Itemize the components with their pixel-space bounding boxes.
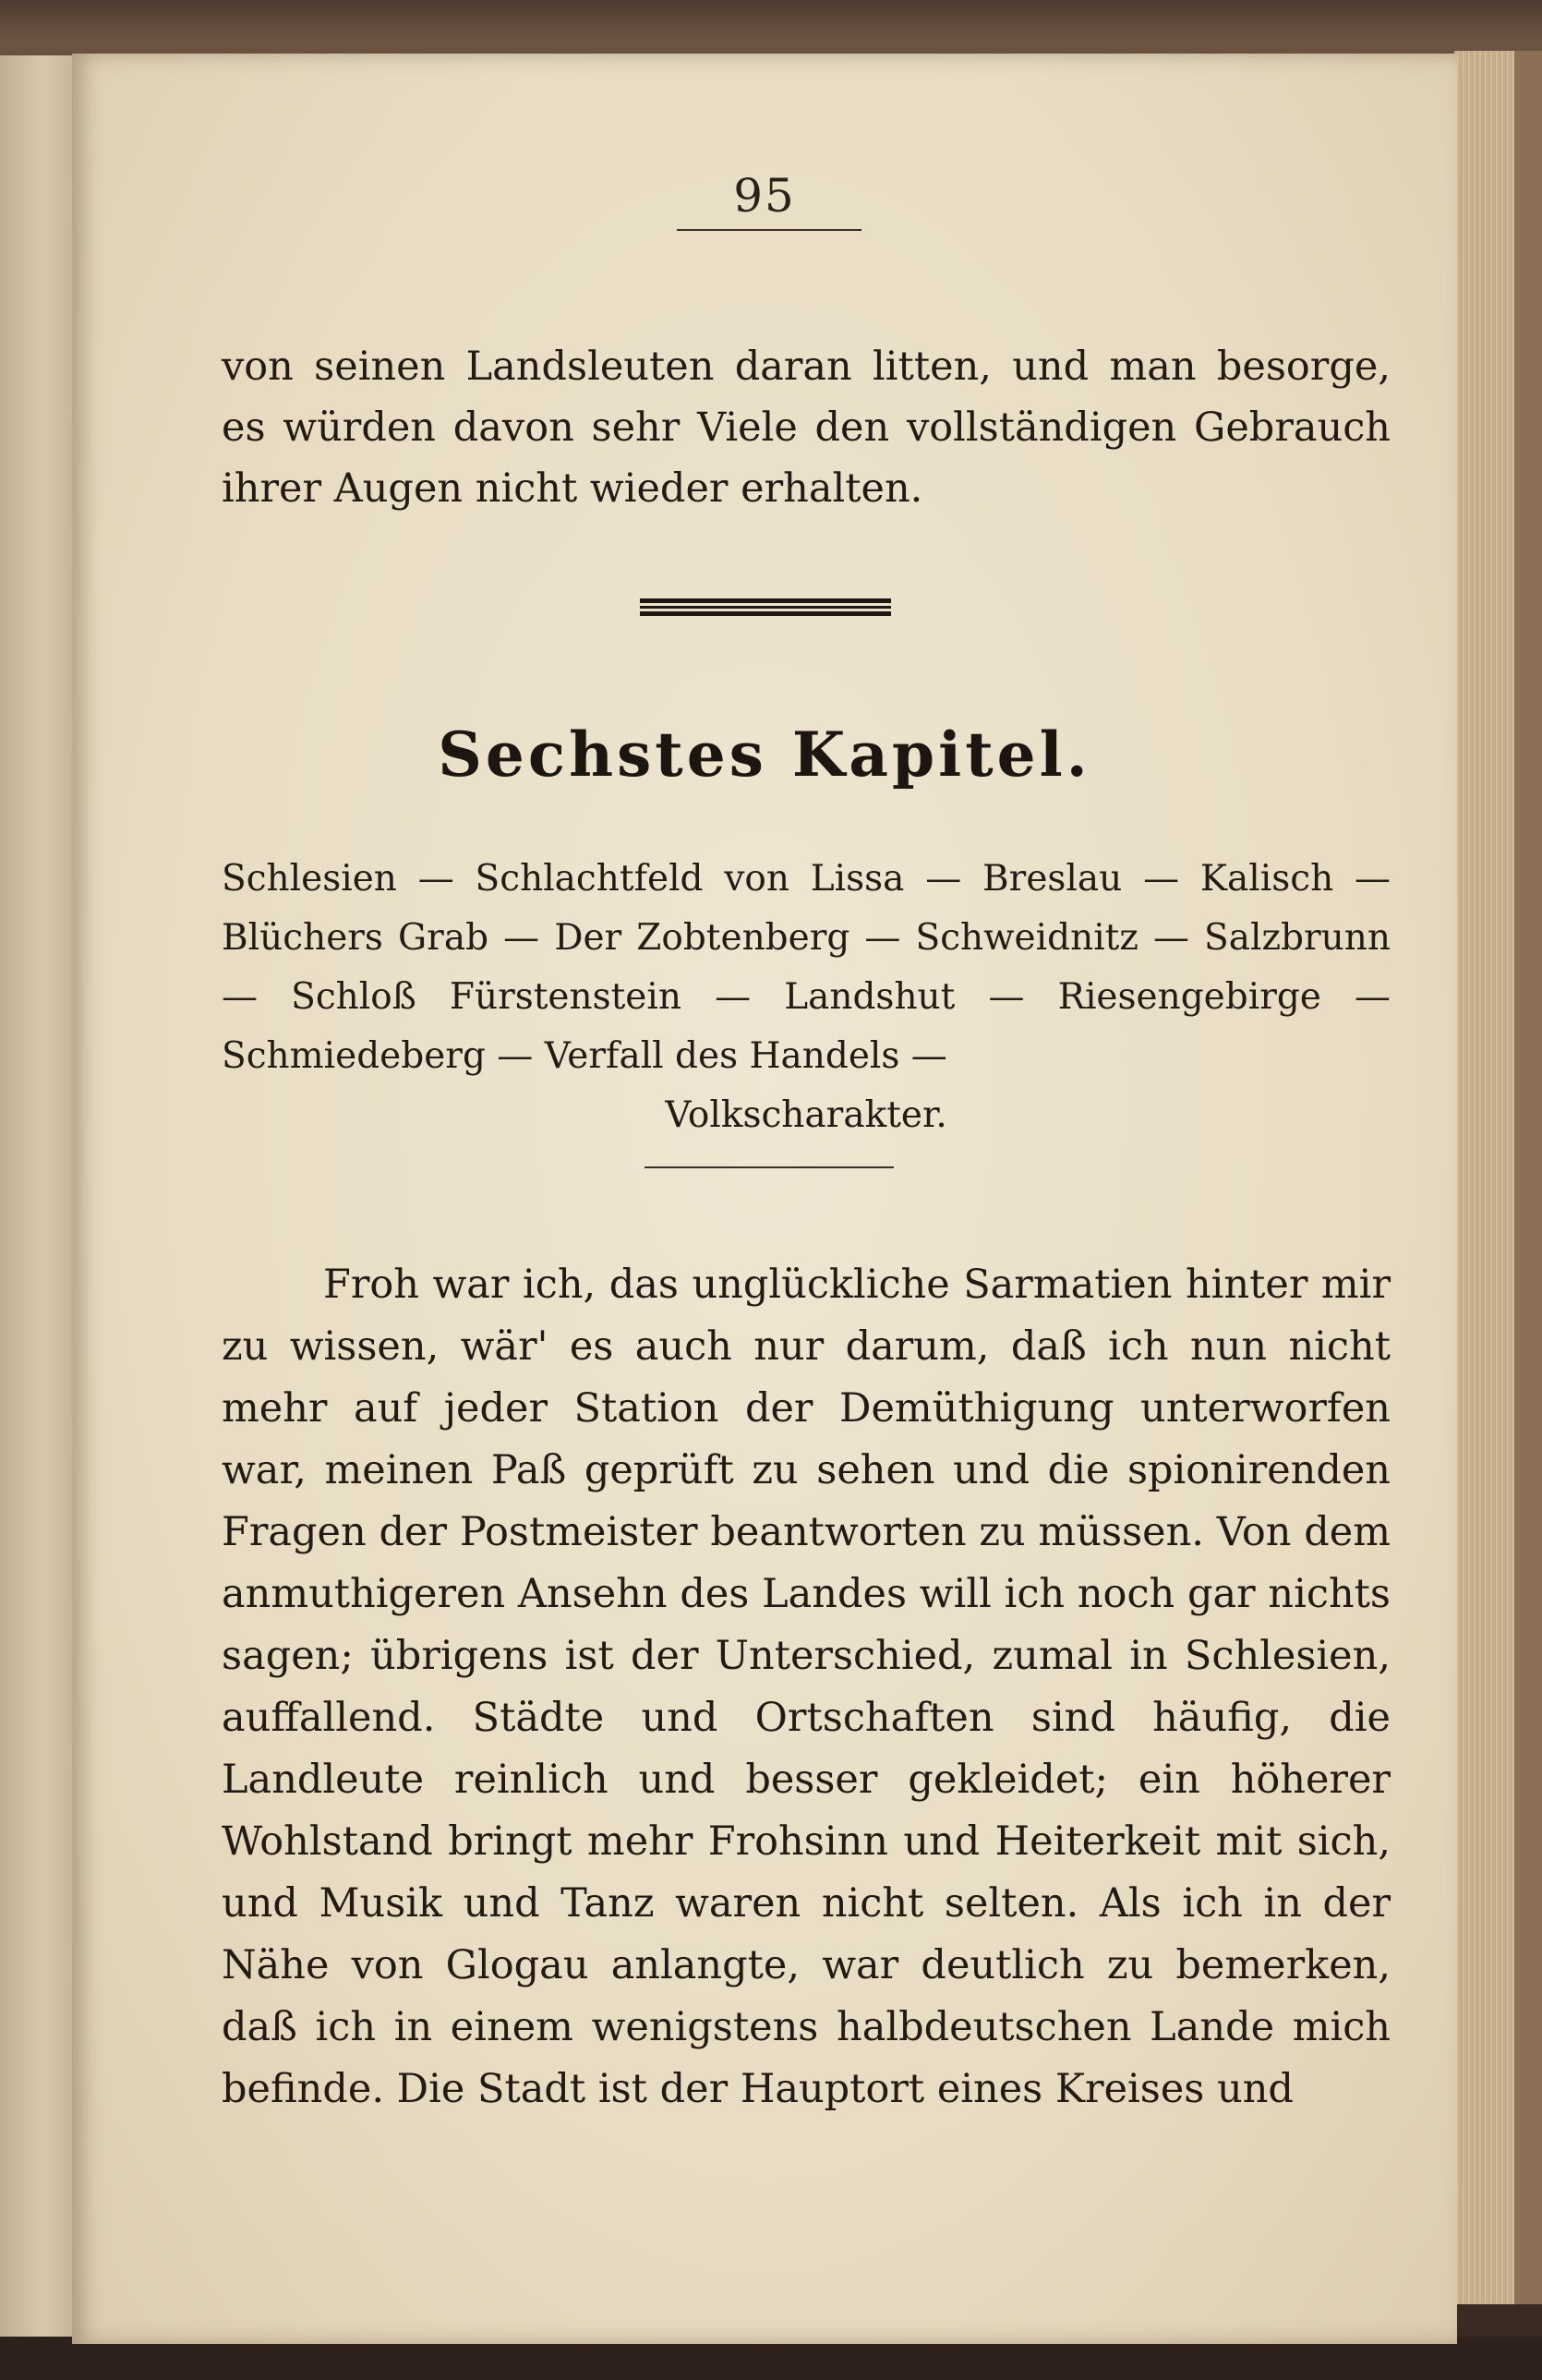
page-number: 95 bbox=[733, 169, 796, 223]
intro-paragraph bbox=[222, 336, 1391, 519]
book-page bbox=[72, 54, 1457, 2344]
left-page-edge bbox=[0, 55, 74, 2346]
intro-text: von seinen Landsleuten daran litten, und man besorge, es würden davon sehr Viele den vollständigen Gebrauch ihrer Augen nicht wieder erhalten. bbox=[222, 344, 1391, 512]
header-rule bbox=[677, 229, 861, 231]
summary-rule bbox=[645, 1166, 894, 1168]
body-paragraph bbox=[222, 1254, 1391, 2120]
chapter-ornament-rule bbox=[640, 598, 891, 617]
body-text: Froh war ich, das unglückliche Sarmatien hinter mir zu wissen, wär' es auch nur darum, daß ich nun nicht mehr auf jeder Station der Demüthigung unterworfen war, meinen Paß geprüft zu sehen und die spionirenden Fragen der Postmeister beantworten zu müssen. Von dem anmuthigeren Ansehn des Landes will ich noch gar nichts sagen; übrigens ist der Unterschied, zumal in Schlesien, auffallend. Städte und Ortschaften sind häufig, die Landleute reinlich und besser gekleidet; ein höherer Wohlstand bringt mehr Frohsinn und Heiterkeit mit sich, und Musik und Tanz waren nicht selten. Als ich in der Nähe von Glogau anlangte, war deutlich zu bemerken, daß ich in einem wenigstens halbdeutschen Lande mich befinde. Die Stadt ist der Hauptort eines Kreises und bbox=[222, 1262, 1391, 2112]
chapter-summary-last: Volkscharakter. bbox=[665, 1094, 947, 1136]
chapter-summary bbox=[222, 850, 1391, 1145]
chapter-summary-text: Schlesien — Schlachtfeld von Lissa — Breslau — Kalisch — Blüchers Grab — Der Zobtenberg — Schweidnitz — Salzbrunn — Schloß Fürstenstein — Landshut — Riesengebirge — Schmiedeberg — Verfall des Handels — bbox=[222, 858, 1391, 1077]
chapter-title: Sechstes Kapitel. bbox=[438, 719, 1091, 791]
page-edges-shadow bbox=[1514, 51, 1542, 2304]
